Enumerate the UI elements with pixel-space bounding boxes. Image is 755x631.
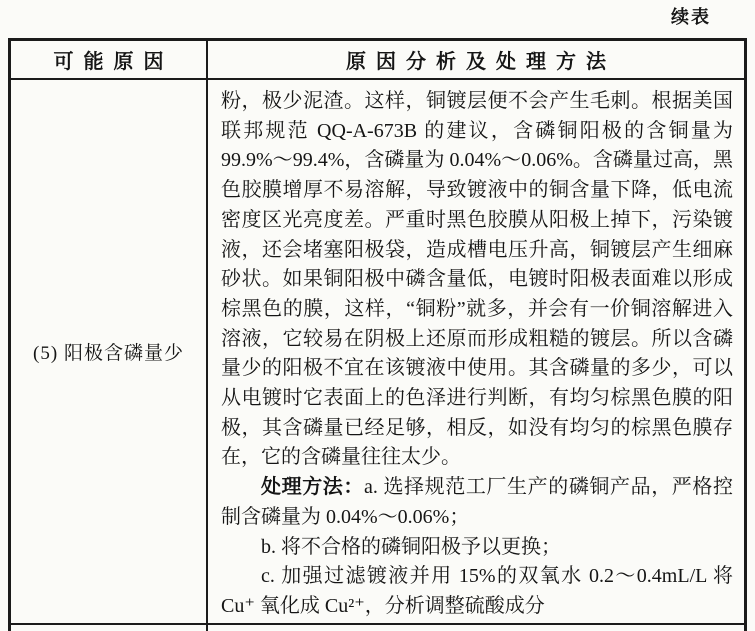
- next-row-stub: [11, 625, 744, 631]
- treatment-paragraph-c: c. 加强过滤镀液并用 15%的双氧水 0.2～0.4mL/L 将 Cu⁺ 氧化成 Cu²⁺，分析调整硫酸成分: [221, 565, 733, 617]
- next-row-cause-stub: [11, 625, 208, 631]
- cause-cell: (5) 阳极含磷量少: [11, 80, 208, 623]
- treatment-paragraph-a: [221, 473, 733, 532]
- header-analysis: 原因分析及处理方法: [346, 51, 616, 73]
- troubleshooting-table: [8, 38, 747, 631]
- analysis-paragraph: 粉，极少泥渣。这样，铜镀层便不会产生毛刺。根据美国联邦规范 QQ-A-673B 的建议，含磷铜阳极的含铜量为 99.9%～99.4%，含磷量为 0.04%～0.06%。含磷量过高，黑色胶膜增厚不易溶解，导致镀液中的铜含量下降，低电流密度区光亮度差。严重时黑色胶膜从阳极上掉下，污染镀液，还会堵塞阳极袋，造成槽电压升高，铜镀层产生细麻砂状。如果铜阳极中磷含量低，电镀时阳极表面难以形成棕黑色的膜，这样，“铜粉”就多，并会有一价铜溶解进入溶液，它较易在阴极上还原而形成粗糙的镀层。所以含磷量少的阳极不宜在该镀液中使用。其含磷量的多少，可以从电镀时它表面上的色泽进行判断，有均匀棕黑色膜的阳极，其含磷量已经足够，相反，如没有均匀的棕黑色膜存在，它的含磷量往往太少。: [221, 90, 733, 469]
- treatment-paragraph-b: b. 将不合格的磷铜阳极予以更换；: [261, 535, 561, 558]
- table-header-row: [11, 41, 744, 80]
- treatment-label: 处理方法：: [261, 476, 364, 499]
- next-row-analysis-stub: [208, 625, 744, 631]
- treatment-item-a: a. 选择规范工厂生产的磷铜产品，严格控制含磷量为 0.04%～0.06%；: [221, 476, 733, 528]
- table-continued-label: 续表: [671, 7, 711, 27]
- table-row: [11, 80, 744, 625]
- analysis-cell: [208, 80, 744, 623]
- header-cause: 可能原因: [11, 41, 208, 78]
